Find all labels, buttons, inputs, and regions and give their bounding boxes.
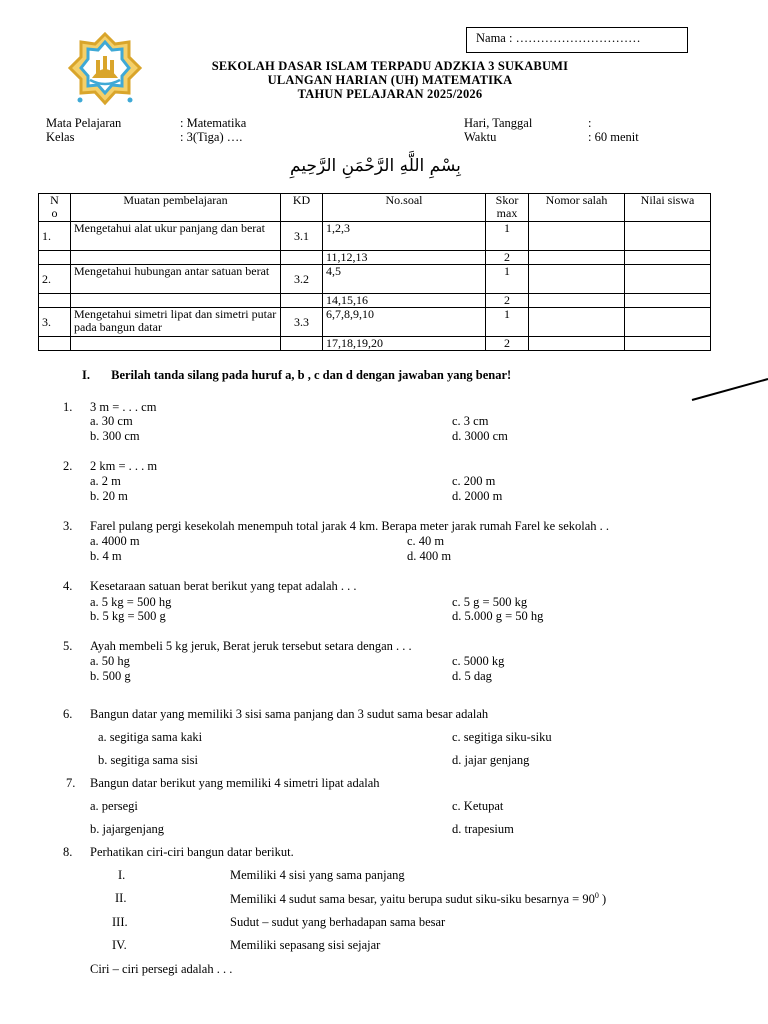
q5-option-d[interactable]: d. 5 dag xyxy=(452,669,492,683)
q3-option-c[interactable]: c. 40 m xyxy=(407,534,445,548)
q1-option-c[interactable]: c. 3 cm xyxy=(452,414,489,428)
section-number: I. xyxy=(82,368,90,382)
cell-nomor-salah[interactable] xyxy=(529,265,625,294)
class-label: Kelas xyxy=(46,130,75,144)
header-muatan: Muatan pembelajaran xyxy=(71,194,281,222)
q5-option-b[interactable]: b. 500 g xyxy=(90,669,131,683)
cell-muatan: Mengetahui alat ukur panjang dan berat xyxy=(71,222,281,251)
table-row xyxy=(39,222,711,251)
q5-text: Ayah membeli 5 kg jeruk, Berat jeruk tersebut setara dengan . . . xyxy=(90,639,412,653)
q4-option-c[interactable]: c. 5 g = 500 kg xyxy=(452,595,528,609)
cell-skor: 2 xyxy=(486,337,529,351)
table-header-row xyxy=(39,194,711,222)
q7-option-a[interactable]: a. persegi xyxy=(90,799,138,813)
cell-nilai[interactable] xyxy=(625,251,711,265)
cell-nosoal: 1,2,3 xyxy=(323,222,486,251)
q4-option-b[interactable]: b. 5 kg = 500 g xyxy=(90,609,166,623)
header-nilai: Nilai siswa xyxy=(625,194,711,222)
exam-title: ULANGAN HARIAN (UH) MATEMATIKA xyxy=(267,73,513,87)
score-table xyxy=(38,193,711,351)
degree-superscript: 0 xyxy=(594,891,599,900)
cell-muatan: Mengetahui simetri lipat dan simetri putar pada bangun datar xyxy=(71,308,281,337)
cell-skor: 2 xyxy=(486,294,529,308)
q7-text: Bangun datar berikut yang memiliki 4 simetri lipat adalah xyxy=(90,776,380,790)
cell-skor: 1 xyxy=(486,222,529,251)
cell-nosoal: 6,7,8,9,10 xyxy=(323,308,486,337)
q8-item-text-wrap xyxy=(230,891,606,907)
cell-muatan: Mengetahui hubungan antar satuan berat xyxy=(71,265,281,294)
q6-option-d[interactable]: d. jajar genjang xyxy=(452,753,530,767)
q1-number: 1. xyxy=(63,400,73,414)
cell-nilai[interactable] xyxy=(625,337,711,351)
cell-nomor-salah[interactable] xyxy=(529,294,625,308)
academic-year: TAHUN PELAJARAN 2025/2026 xyxy=(297,87,483,101)
table-row xyxy=(39,337,711,351)
class-value: : 3(Tiga) …. xyxy=(180,130,243,144)
q2-option-c[interactable]: c. 200 m xyxy=(452,474,496,488)
cell-nilai[interactable] xyxy=(625,222,711,251)
cell-nomor-salah[interactable] xyxy=(529,308,625,337)
q7-number: 7. xyxy=(66,776,76,790)
header-nosoal: No.soal xyxy=(323,194,486,222)
q5-option-c[interactable]: c. 5000 kg xyxy=(452,654,505,668)
q8-item-text: Memiliki 4 sudut sama besar, yaitu berupa sudut siku-siku besarnya = 90 xyxy=(230,892,595,907)
q1-option-a[interactable]: a. 30 cm xyxy=(90,414,133,428)
q2-text: 2 km = . . . m xyxy=(90,459,158,473)
q2-option-a[interactable]: a. 2 m xyxy=(90,474,121,488)
table-row xyxy=(39,294,711,308)
basmalah: بِسْمِ اللَّهِ الرَّحْمَنِ الرَّحِيمِ xyxy=(290,156,461,176)
q2-number: 2. xyxy=(63,459,73,473)
date-label: Hari, Tanggal xyxy=(464,116,533,130)
cell-nilai[interactable] xyxy=(625,265,711,294)
q4-option-d[interactable]: d. 5.000 g = 50 hg xyxy=(452,609,544,623)
q5-option-a[interactable]: a. 50 hg xyxy=(90,654,130,668)
q3-option-a[interactable]: a. 4000 m xyxy=(90,534,140,548)
section-instruction xyxy=(82,368,511,383)
school-name: SEKOLAH DASAR ISLAM TERPADU ADZKIA 3 SUKABUMI xyxy=(211,59,569,73)
cell-kd: 3.3 xyxy=(281,308,323,337)
section-text: Berilah tanda silang pada huruf a, b , c dan d dengan jawaban yang benar! xyxy=(111,368,512,382)
header-skor: Skor max xyxy=(486,194,529,222)
q6-number: 6. xyxy=(63,707,73,721)
q1-option-d[interactable]: d. 3000 cm xyxy=(452,429,508,443)
q8-item-roman: III. xyxy=(112,915,128,929)
cell-no: 2. xyxy=(39,265,71,294)
subject-label: Mata Pelajaran xyxy=(46,116,122,130)
cell-nosoal: 14,15,16 xyxy=(323,294,486,308)
q1-option-b[interactable]: b. 300 cm xyxy=(90,429,140,443)
cell-kd: 3.2 xyxy=(281,265,323,294)
time-label: Waktu xyxy=(464,130,497,144)
q5-number: 5. xyxy=(63,639,73,653)
subject-value: : Matematika xyxy=(180,116,247,130)
q7-option-b[interactable]: b. jajargenjang xyxy=(90,822,165,836)
q6-text: Bangun datar yang memiliki 3 sisi sama panjang dan 3 sudut sama besar adalah xyxy=(90,707,489,721)
cell-nomor-salah[interactable] xyxy=(529,222,625,251)
q4-text: Kesetaraan satuan berat berikut yang tepat adalah . . . xyxy=(90,579,357,593)
table-row xyxy=(39,265,711,294)
q8-item-text: Sudut – sudut yang berhadapan sama besar xyxy=(230,915,446,929)
q4-option-a[interactable]: a. 5 kg = 500 hg xyxy=(90,595,172,609)
q4-number: 4. xyxy=(63,579,73,593)
q3-option-d[interactable]: d. 400 m xyxy=(407,549,452,563)
q6-option-a[interactable]: a. segitiga sama kaki xyxy=(98,730,203,744)
cell-nomor-salah[interactable] xyxy=(529,337,625,351)
table-row xyxy=(39,308,711,337)
q6-option-c[interactable]: c. segitiga siku-siku xyxy=(452,730,552,744)
q2-option-b[interactable]: b. 20 m xyxy=(90,489,128,503)
q3-number: 3. xyxy=(63,519,73,533)
q8-prompt: Ciri – ciri persegi adalah . . . xyxy=(90,962,233,976)
cell-skor: 2 xyxy=(486,251,529,265)
cell-nosoal: 11,12,13 xyxy=(323,251,486,265)
cell-nilai[interactable] xyxy=(625,308,711,337)
header-nomor-salah: Nomor salah xyxy=(529,194,625,222)
q8-item-roman: II. xyxy=(115,891,127,905)
table-row xyxy=(39,251,711,265)
q3-text: Farel pulang pergi kesekolah menempuh total jarak 4 km. Berapa meter jarak rumah Farel ke sekolah . . xyxy=(90,519,610,533)
cell-nosoal: 17,18,19,20 xyxy=(323,337,486,351)
cell-nilai[interactable] xyxy=(625,294,711,308)
name-field-label: Nama : ………………………… xyxy=(476,31,641,45)
q8-item-roman: I. xyxy=(118,868,126,882)
date-value: : xyxy=(588,116,592,130)
cell-skor: 1 xyxy=(486,265,529,294)
cell-nosoal: 4,5 xyxy=(323,265,486,294)
q8-item-tail: ) xyxy=(598,892,607,907)
q6-option-b[interactable]: b. segitiga sama sisi xyxy=(98,753,198,767)
name-field[interactable] xyxy=(466,27,688,53)
q1-text: 3 m = . . . cm xyxy=(90,400,157,414)
q8-item-roman: IV. xyxy=(112,938,127,952)
q3-option-b[interactable]: b. 4 m xyxy=(90,549,122,563)
q7-option-c[interactable]: c. Ketupat xyxy=(452,799,504,813)
school-logo xyxy=(62,30,148,110)
q8-number: 8. xyxy=(63,845,73,859)
header-kd: KD xyxy=(281,194,323,222)
cell-skor: 1 xyxy=(486,308,529,337)
q2-option-d[interactable]: d. 2000 m xyxy=(452,489,503,503)
q8-text: Perhatikan ciri-ciri bangun datar berikut. xyxy=(90,845,294,859)
cell-nomor-salah[interactable] xyxy=(529,251,625,265)
time-value: : 60 menit xyxy=(588,130,639,144)
cell-kd: 3.1 xyxy=(281,222,323,251)
cell-no: 1. xyxy=(39,222,71,251)
q8-item-text: Memiliki 4 sisi yang sama panjang xyxy=(230,868,405,882)
header-no: N o xyxy=(39,194,71,222)
q8-item-text: Memiliki sepasang sisi sejajar xyxy=(230,938,381,952)
q7-option-d[interactable]: d. trapesium xyxy=(452,822,514,836)
pen-stroke-mark xyxy=(690,370,768,402)
cell-no: 3. xyxy=(39,308,71,337)
